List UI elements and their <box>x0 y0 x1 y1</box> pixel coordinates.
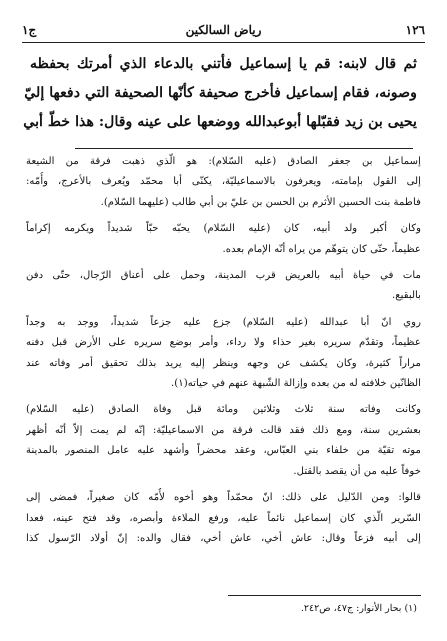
commentary-line: إلى القول بإمامته، ويعرفون بالاسماعيليّة، يكنّى أبا محمّد ويُعرف بالأعرج، وأُمّه: <box>26 176 421 188</box>
main-text-line: وصونه، فقام إسماعيل فأخرج صحيفة كأنّها الصحيفة التي دفعها إليّ <box>24 85 417 101</box>
commentary-line: بالبقيع. <box>391 290 421 302</box>
commentary-separator <box>75 148 413 149</box>
page-number: ١٢٦ <box>405 23 425 37</box>
commentary-text <box>26 152 421 549</box>
book-title: رياض السالكين <box>185 23 262 37</box>
commentary-line: إلى أبيه فزعاً وقال: عاش أخي، عاش أخي، فقال والده: إنّ أولاد الرّسول كذا <box>26 532 421 544</box>
commentary-line: قالوا: ومن الدّليل على ذلك: انّ محمّداً وهو أخوه لأُمّه كان صغيراً، فمضى إلى <box>26 492 421 504</box>
running-header <box>22 20 425 40</box>
volume-label: ج١ <box>22 23 37 37</box>
commentary-line: عظيماً، حتّى كان يتوهّم من يراه أنّه الإمام بعده. <box>222 243 421 255</box>
commentary-line: السّرير الّذي كان إسماعيل نائماً عليه، ورفع الملاءة وأبصره، وقد فتح عينه، فعدا <box>26 512 421 524</box>
commentary-line: خوفاً عليه من أن يقصد بالقتل. <box>293 465 421 477</box>
footnote-separator <box>228 595 421 596</box>
commentary-line: مات في حياة أبيه بالعريض قرب المدينة، وحمل على أعناق الرّجال، حتّى دفن <box>26 270 421 282</box>
commentary-line: بعشرين سنة، ومع ذلك فقد قالت فرقة من الاسماعيليّة: إنّه لم يمت إلاّ أنّه أظهر <box>26 424 421 436</box>
commentary-line: وكانت وفاته سنة ثلاث وثلاثين ومائة قبل وفاة الصادق (عليه السّلام) <box>26 404 421 416</box>
commentary-line: الظانّين خلافته له من بعده وإزالة الشّبهة عنهم في حياته(١). <box>171 378 421 390</box>
main-text-line: ثم قال لابنه: قم يا إسماعيل فأتني بالدعاء الذي أمرتك بحفظه <box>30 56 417 72</box>
commentary-line: فاطمة بنت الحسين الأثرم بن الحسن بن عليّ بن أبي طالب (عليهما السّلام). <box>100 196 421 208</box>
commentary-line: عظيماً، وتقدّم سريره بغير حذاء ولا رداء، وأمر بوضع سريره على الأرض قبل دفنه <box>26 337 421 349</box>
header-rule <box>22 42 425 43</box>
commentary-line: موته تقيّة من خلفاء بني العبّاس، وعقد محضراً وأشهد عليه عامل المنصور بالمدينة <box>26 445 421 457</box>
main-text <box>23 50 417 137</box>
commentary-line: إسماعيل بن جعفر الصادق (عليه السّلام): هو الّذي ذهبت فرقة من الشيعة <box>26 156 421 167</box>
footnote: (١) بحار الأنوار: ج٤٧، ص٢٤٢. <box>300 603 417 614</box>
main-text-line: يحيى بن زيد فقبّلها أبوعبدالله ووضعها على عينه وقال: هذا خطّ أبي <box>23 114 417 130</box>
commentary-line: وكان أكبر ولد أبيه، كان (عليه السّلام) يحبّه حبّاً شديداً ويكرمه إكراماً <box>26 223 421 235</box>
commentary-line: روي انّ أبا عبدالله (عليه السّلام) جزع عليه جزعاً شديداً، ووجد به وجداً <box>26 316 421 328</box>
commentary-line: مراراً كثيرة، وكان يكشف عن وجهه وينظر إليه يريد بذلك تحقيق أمر وفاته عند <box>26 357 421 369</box>
